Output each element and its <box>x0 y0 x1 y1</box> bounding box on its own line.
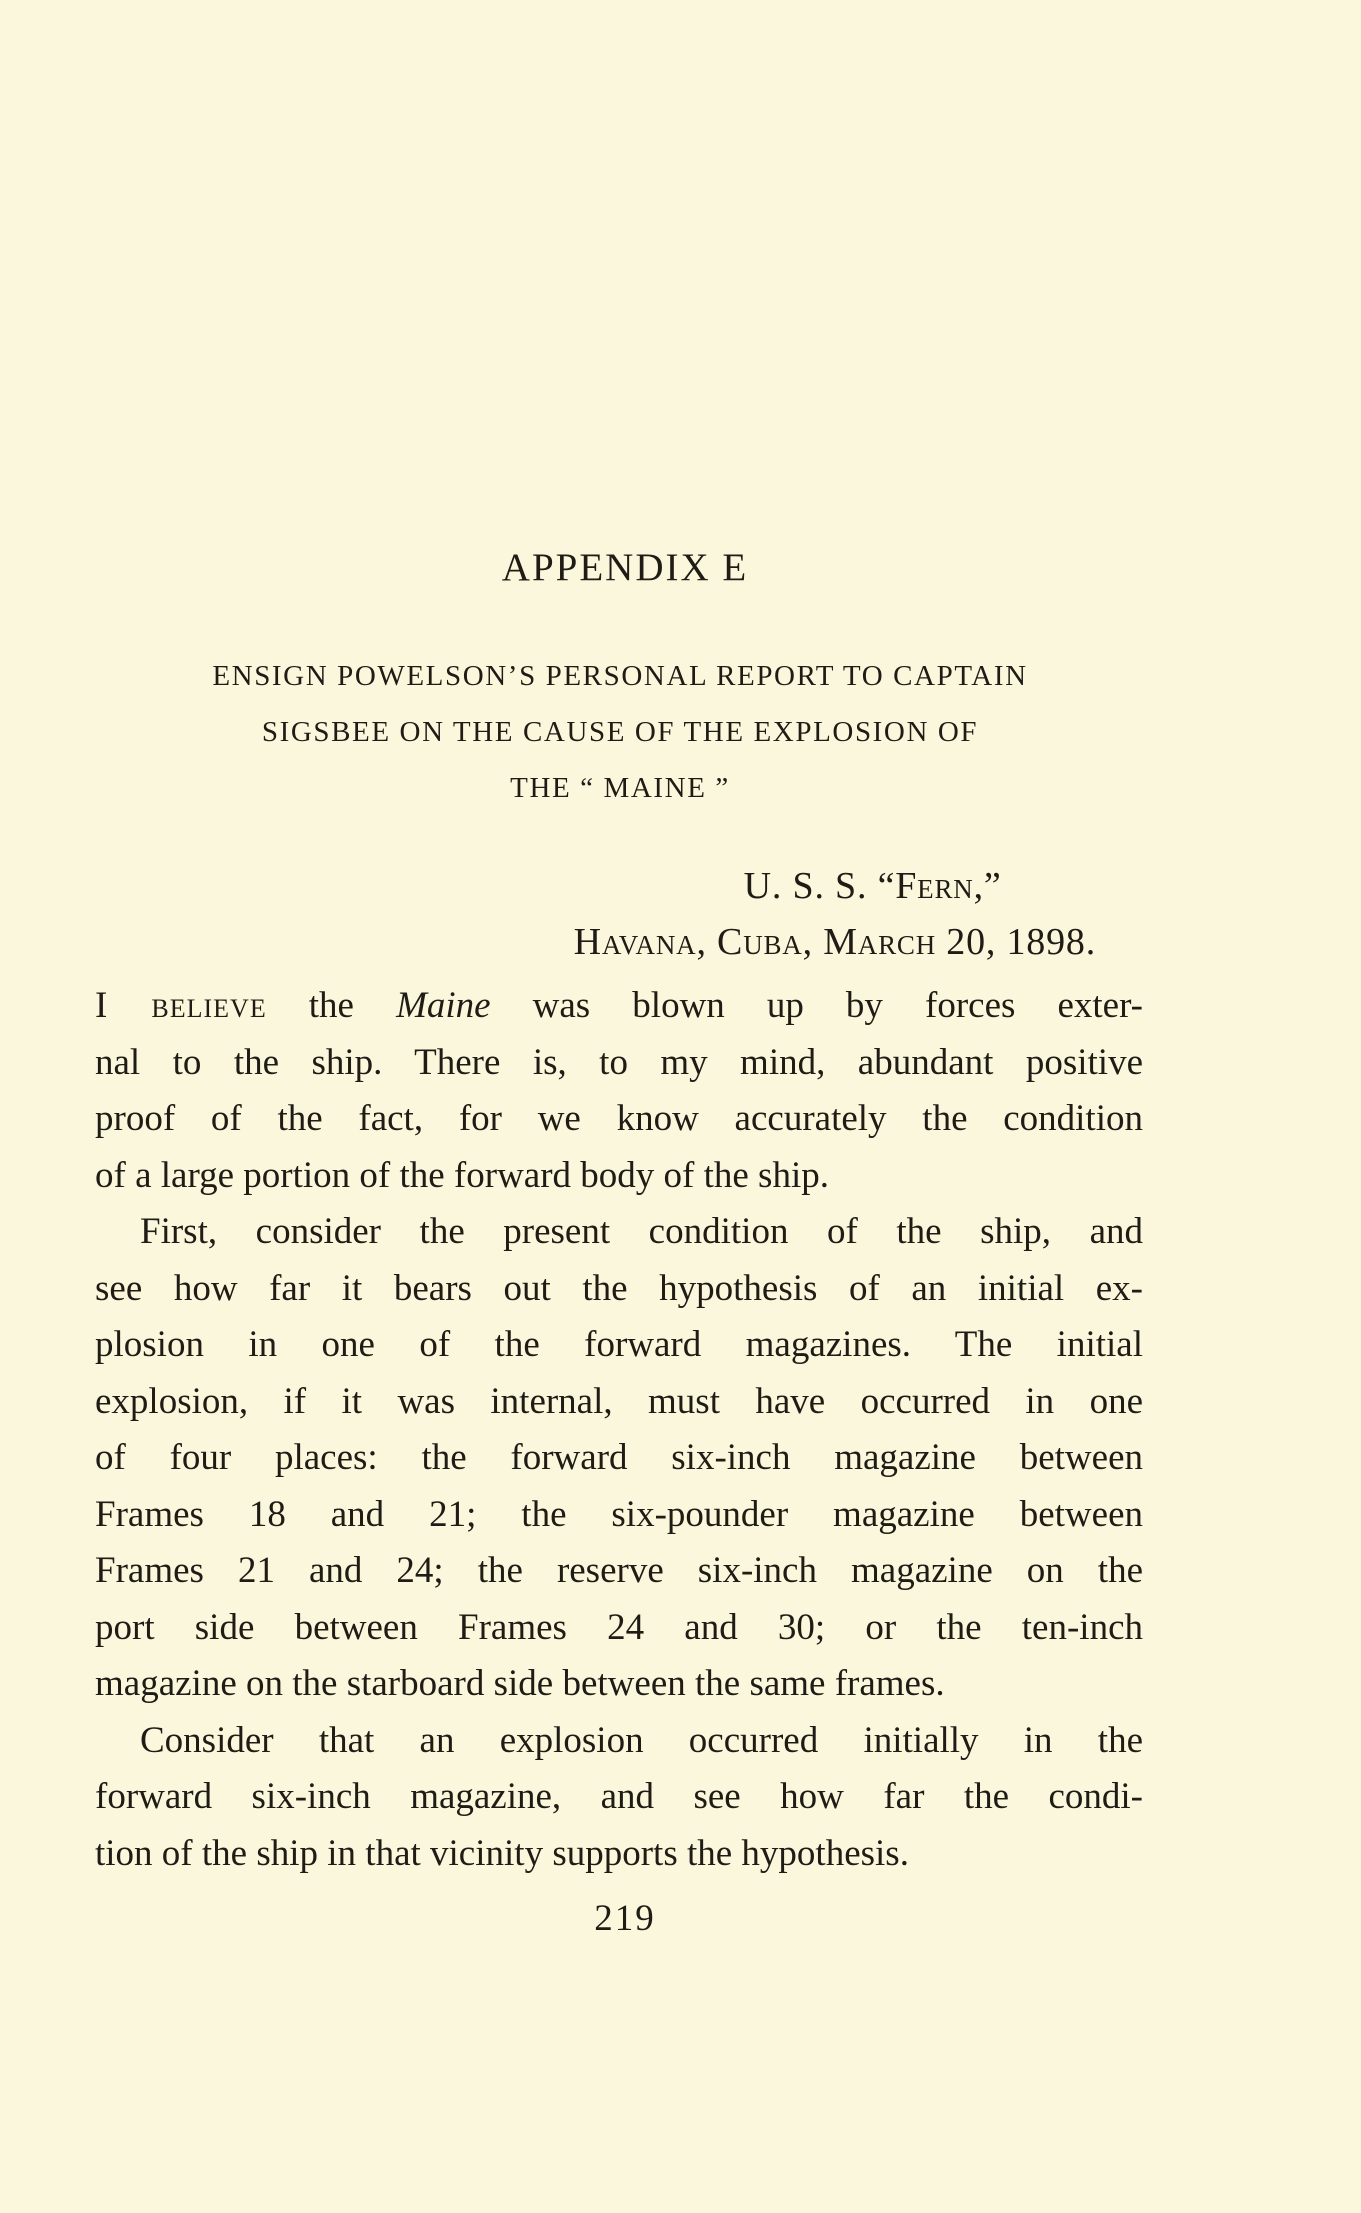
report-body <box>95 978 1143 1882</box>
body-line: forward six-inch magazine, and see how far the condi- <box>95 1776 1143 1817</box>
body-line: proof of the fact, for we know accurately the condition <box>95 1098 1143 1139</box>
body-line: plosion in one of the forward magazines. The initial <box>95 1324 1143 1365</box>
body-line: magazine on the starboard side between the same frames. <box>95 1663 945 1704</box>
body-line: explosion, if it was internal, must have occurred in one <box>95 1380 1143 1422</box>
subtitle-line: ENSIGN POWELSON’S PERSONAL REPORT TO CAPTAIN <box>212 660 1028 692</box>
body-line: nal to the ship. There is, to my mind, abundant positive <box>95 1041 1143 1083</box>
body-line: of a large portion of the forward body of the ship. <box>95 1154 829 1196</box>
body-line: port side between Frames 24 and 30; or the ten-inch <box>95 1606 1143 1648</box>
page-number: 219 <box>594 1898 656 1939</box>
body-line: Consider that an explosion occurred initially in the <box>140 1719 1143 1761</box>
body-text-fragment: the <box>266 985 397 1026</box>
place-date-line: Havana, Cuba, March 20, 1898. <box>573 921 1096 963</box>
body-line: see how far it bears out the hypothesis of an initial ex- <box>95 1267 1143 1309</box>
lead-word: I believe <box>95 985 267 1026</box>
subtitle-line: THE “ MAINE ” <box>510 772 730 804</box>
letter-address <box>574 858 1096 970</box>
body-line: Frames 18 and 21; the six-pounder magazine between <box>95 1493 1143 1535</box>
body-line: First, consider the present condition of the ship, and <box>140 1211 1143 1252</box>
ship-name: Maine <box>396 985 491 1026</box>
subtitle-line: SIGSBEE ON THE CAUSE OF THE EXPLOSION OF <box>261 716 979 748</box>
body-line: of four places: the forward six-inch magazine between <box>95 1437 1143 1478</box>
appendix-heading: APPENDIX E <box>501 546 749 589</box>
appendix-subtitle <box>95 648 1145 816</box>
body-line <box>95 978 1143 1035</box>
body-text-fragment: was blown up by forces exter- <box>490 985 1143 1026</box>
body-line: tion of the ship in that vicinity supports the hypothesis. <box>95 1832 909 1874</box>
body-line: Frames 21 and 24; the reserve six-inch magazine on the <box>95 1550 1143 1591</box>
vessel-line: U. S. S. “Fern,” <box>743 865 1002 907</box>
